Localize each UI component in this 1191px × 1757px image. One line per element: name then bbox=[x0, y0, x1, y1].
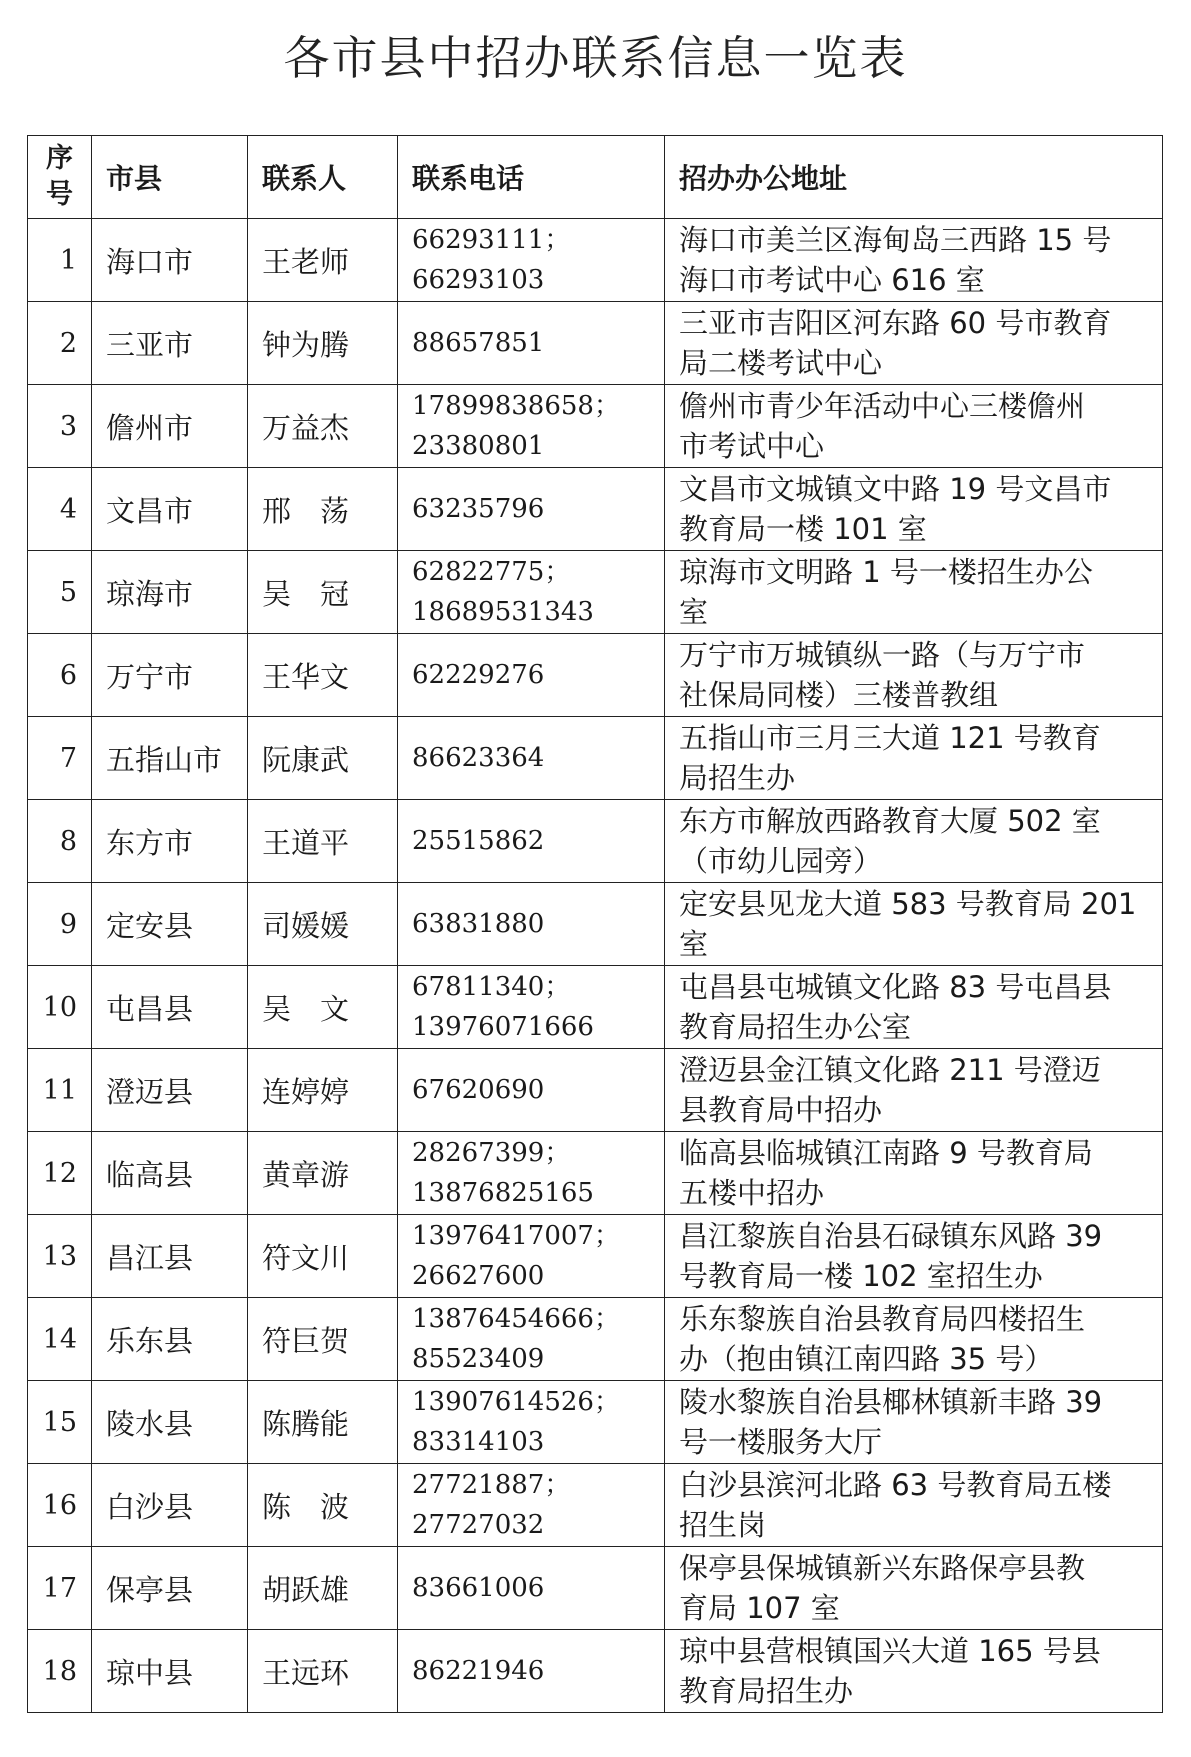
phone-number: 13976417007； bbox=[412, 1221, 620, 1251]
address-line: 三亚市吉阳区河东路 60 号市教育 bbox=[679, 306, 1112, 340]
city-cell: 儋州市 bbox=[92, 385, 248, 468]
row-number: 13 bbox=[28, 1215, 92, 1298]
address-cell bbox=[665, 1630, 1163, 1713]
contact-person-cell: 胡跃雄 bbox=[248, 1547, 398, 1630]
address-line: 琼海市文明路 1 号一楼招生办公 bbox=[679, 555, 1093, 589]
phone-cell bbox=[398, 1298, 665, 1381]
phone-number: 86623364 bbox=[412, 743, 545, 773]
contact-person-cell: 王老师 bbox=[248, 219, 398, 302]
phone-cell bbox=[398, 717, 665, 800]
contact-person-cell: 陈腾能 bbox=[248, 1381, 398, 1464]
phone-cell bbox=[398, 385, 665, 468]
row-number: 3 bbox=[28, 385, 92, 468]
phone-cell bbox=[398, 1464, 665, 1547]
address-line: 育局 107 室 bbox=[679, 1591, 840, 1625]
city-cell: 海口市 bbox=[92, 219, 248, 302]
table-row bbox=[28, 800, 1163, 883]
row-number: 6 bbox=[28, 634, 92, 717]
phone-number: 62229276 bbox=[412, 660, 545, 690]
address-line: 教育局一楼 101 室 bbox=[679, 512, 927, 546]
phone-cell bbox=[398, 966, 665, 1049]
phone-number: 27727032 bbox=[412, 1510, 545, 1540]
phone-cell bbox=[398, 634, 665, 717]
address-line: 海口市考试中心 616 室 bbox=[679, 263, 985, 297]
phone-number: 18689531343 bbox=[412, 597, 594, 627]
contact-person-cell: 吴 文 bbox=[248, 966, 398, 1049]
phone-number: 88657851 bbox=[412, 328, 545, 358]
row-number: 1 bbox=[28, 219, 92, 302]
city-cell: 文昌市 bbox=[92, 468, 248, 551]
phone-number: 86221946 bbox=[412, 1656, 545, 1686]
table-row bbox=[28, 1381, 1163, 1464]
row-number: 8 bbox=[28, 800, 92, 883]
address-cell bbox=[665, 1049, 1163, 1132]
address-line: 市考试中心 bbox=[679, 429, 825, 463]
address-line: 海口市美兰区海甸岛三西路 15 号 bbox=[679, 223, 1112, 257]
address-cell bbox=[665, 966, 1163, 1049]
address-line: 白沙县滨河北路 63 号教育局五楼 bbox=[679, 1468, 1112, 1502]
table-header-row bbox=[28, 136, 1163, 219]
address-line: 室 bbox=[679, 595, 709, 629]
phone-cell bbox=[398, 883, 665, 966]
city-cell: 澄迈县 bbox=[92, 1049, 248, 1132]
phone-number: 26627600 bbox=[412, 1261, 545, 1291]
contact-person-cell: 连婷婷 bbox=[248, 1049, 398, 1132]
row-number: 2 bbox=[28, 302, 92, 385]
table-row bbox=[28, 883, 1163, 966]
address-line: 保亭县保城镇新兴东路保亭县教 bbox=[679, 1551, 1086, 1585]
row-number: 10 bbox=[28, 966, 92, 1049]
address-cell bbox=[665, 219, 1163, 302]
phone-cell bbox=[398, 1049, 665, 1132]
address-line: 临高县临城镇江南路 9 号教育局 bbox=[679, 1136, 1093, 1170]
table-row bbox=[28, 551, 1163, 634]
city-cell: 东方市 bbox=[92, 800, 248, 883]
city-cell: 三亚市 bbox=[92, 302, 248, 385]
table-row bbox=[28, 717, 1163, 800]
address-line: 县教育局中招办 bbox=[679, 1093, 883, 1127]
phone-cell bbox=[398, 1215, 665, 1298]
header-phone: 联系电话 bbox=[398, 136, 665, 219]
header-no-line1: 序 bbox=[46, 143, 73, 174]
phone-number: 13876825165 bbox=[412, 1178, 594, 1208]
phone-number: 67620690 bbox=[412, 1075, 545, 1105]
address-line: 陵水黎族自治县椰林镇新丰路 39 bbox=[679, 1385, 1103, 1419]
table-row bbox=[28, 302, 1163, 385]
row-number: 17 bbox=[28, 1547, 92, 1630]
contacts-table bbox=[27, 135, 1163, 1713]
address-line: （市幼儿园旁） bbox=[679, 844, 883, 878]
address-line: 号教育局一楼 102 室招生办 bbox=[679, 1259, 1043, 1293]
address-cell bbox=[665, 1381, 1163, 1464]
city-cell: 昌江县 bbox=[92, 1215, 248, 1298]
city-cell: 保亭县 bbox=[92, 1547, 248, 1630]
address-cell bbox=[665, 1464, 1163, 1547]
contact-person-cell: 王道平 bbox=[248, 800, 398, 883]
contact-person-cell: 吴 冠 bbox=[248, 551, 398, 634]
address-cell bbox=[665, 302, 1163, 385]
address-cell bbox=[665, 1215, 1163, 1298]
address-line: 文昌市文城镇文中路 19 号文昌市 bbox=[679, 472, 1112, 506]
contact-person-cell: 钟为腾 bbox=[248, 302, 398, 385]
table-row bbox=[28, 1215, 1163, 1298]
row-number: 16 bbox=[28, 1464, 92, 1547]
header-contact: 联系人 bbox=[248, 136, 398, 219]
phone-number: 83314103 bbox=[412, 1427, 545, 1457]
row-number: 18 bbox=[28, 1630, 92, 1713]
row-number: 15 bbox=[28, 1381, 92, 1464]
table-row bbox=[28, 219, 1163, 302]
row-number: 7 bbox=[28, 717, 92, 800]
city-cell: 琼海市 bbox=[92, 551, 248, 634]
contact-person-cell: 邢 荡 bbox=[248, 468, 398, 551]
header-no bbox=[28, 136, 92, 219]
city-cell: 临高县 bbox=[92, 1132, 248, 1215]
row-number: 12 bbox=[28, 1132, 92, 1215]
phone-number: 17899838658； bbox=[412, 391, 620, 421]
phone-number: 28267399； bbox=[412, 1138, 571, 1168]
address-line: 教育局招生办 bbox=[679, 1674, 854, 1708]
table-row bbox=[28, 1547, 1163, 1630]
contact-person-cell: 王远环 bbox=[248, 1630, 398, 1713]
phone-number: 66293103 bbox=[412, 265, 545, 295]
address-line: 定安县见龙大道 583 号教育局 201 bbox=[679, 887, 1137, 921]
table-row bbox=[28, 966, 1163, 1049]
phone-number: 67811340； bbox=[412, 972, 571, 1002]
address-line: 五楼中招办 bbox=[679, 1176, 825, 1210]
phone-cell bbox=[398, 1630, 665, 1713]
city-cell: 五指山市 bbox=[92, 717, 248, 800]
phone-number: 13976071666 bbox=[412, 1012, 594, 1042]
address-cell bbox=[665, 1132, 1163, 1215]
phone-number: 23380801 bbox=[412, 431, 545, 461]
phone-number: 27721887； bbox=[412, 1470, 571, 1500]
address-line: 乐东黎族自治县教育局四楼招生 bbox=[679, 1302, 1086, 1336]
table-row bbox=[28, 468, 1163, 551]
city-cell: 白沙县 bbox=[92, 1464, 248, 1547]
row-number: 9 bbox=[28, 883, 92, 966]
phone-number: 63235796 bbox=[412, 494, 545, 524]
phone-cell bbox=[398, 1132, 665, 1215]
table-row bbox=[28, 1049, 1163, 1132]
phone-number: 13876454666； bbox=[412, 1304, 620, 1334]
phone-cell bbox=[398, 219, 665, 302]
contact-person-cell: 司媛媛 bbox=[248, 883, 398, 966]
phone-number: 25515862 bbox=[412, 826, 545, 856]
phone-cell bbox=[398, 1381, 665, 1464]
header-no-line2: 号 bbox=[46, 179, 73, 210]
address-cell bbox=[665, 385, 1163, 468]
city-cell: 乐东县 bbox=[92, 1298, 248, 1381]
phone-cell bbox=[398, 800, 665, 883]
phone-cell bbox=[398, 1547, 665, 1630]
address-cell bbox=[665, 883, 1163, 966]
address-line: 琼中县营根镇国兴大道 165 号县 bbox=[679, 1634, 1101, 1668]
contact-person-cell: 万益杰 bbox=[248, 385, 398, 468]
address-cell bbox=[665, 551, 1163, 634]
page-title: 各市县中招办联系信息一览表 bbox=[283, 31, 908, 85]
address-line: 局二楼考试中心 bbox=[679, 346, 883, 380]
address-line: 局招生办 bbox=[679, 761, 796, 795]
phone-number: 13907614526； bbox=[412, 1387, 620, 1417]
address-line: 室 bbox=[679, 927, 709, 961]
address-line: 万宁市万城镇纵一路（与万宁市 bbox=[679, 638, 1086, 672]
phone-number: 83661006 bbox=[412, 1573, 545, 1603]
city-cell: 琼中县 bbox=[92, 1630, 248, 1713]
contact-person-cell: 符文川 bbox=[248, 1215, 398, 1298]
table-row bbox=[28, 1132, 1163, 1215]
city-cell: 万宁市 bbox=[92, 634, 248, 717]
address-cell bbox=[665, 634, 1163, 717]
address-cell bbox=[665, 1547, 1163, 1630]
phone-number: 63831880 bbox=[412, 909, 545, 939]
row-number: 5 bbox=[28, 551, 92, 634]
city-cell: 陵水县 bbox=[92, 1381, 248, 1464]
address-line: 办（抱由镇江南四路 35 号） bbox=[679, 1342, 1054, 1376]
row-number: 11 bbox=[28, 1049, 92, 1132]
address-line: 五指山市三月三大道 121 号教育 bbox=[679, 721, 1101, 755]
row-number: 14 bbox=[28, 1298, 92, 1381]
contact-person-cell: 阮康武 bbox=[248, 717, 398, 800]
address-line: 号一楼服务大厅 bbox=[679, 1425, 883, 1459]
address-line: 昌江黎族自治县石碌镇东风路 39 bbox=[679, 1219, 1103, 1253]
address-line: 招生岗 bbox=[679, 1508, 767, 1542]
address-line: 东方市解放西路教育大厦 502 室 bbox=[679, 804, 1101, 838]
address-cell bbox=[665, 1298, 1163, 1381]
address-line: 屯昌县屯城镇文化路 83 号屯昌县 bbox=[679, 970, 1112, 1004]
address-line: 社保局同楼）三楼普教组 bbox=[679, 678, 999, 712]
phone-number: 62822775； bbox=[412, 557, 571, 587]
contact-person-cell: 黄章游 bbox=[248, 1132, 398, 1215]
contact-person-cell: 王华文 bbox=[248, 634, 398, 717]
phone-cell bbox=[398, 302, 665, 385]
phone-cell bbox=[398, 551, 665, 634]
city-cell: 定安县 bbox=[92, 883, 248, 966]
contact-person-cell: 符巨贺 bbox=[248, 1298, 398, 1381]
table-row bbox=[28, 1630, 1163, 1713]
address-cell bbox=[665, 468, 1163, 551]
table-row bbox=[28, 1464, 1163, 1547]
contact-person-cell: 陈 波 bbox=[248, 1464, 398, 1547]
table-row bbox=[28, 385, 1163, 468]
address-line: 澄迈县金江镇文化路 211 号澄迈 bbox=[679, 1053, 1101, 1087]
table-body bbox=[28, 219, 1163, 1713]
table-row bbox=[28, 634, 1163, 717]
city-cell: 屯昌县 bbox=[92, 966, 248, 1049]
row-number: 4 bbox=[28, 468, 92, 551]
address-cell bbox=[665, 717, 1163, 800]
address-line: 儋州市青少年活动中心三楼儋州 bbox=[679, 389, 1086, 423]
phone-number: 85523409 bbox=[412, 1344, 545, 1374]
header-city: 市县 bbox=[92, 136, 248, 219]
address-cell bbox=[665, 800, 1163, 883]
address-line: 教育局招生办公室 bbox=[679, 1010, 912, 1044]
phone-number: 66293111； bbox=[412, 225, 571, 255]
table-row bbox=[28, 1298, 1163, 1381]
phone-cell bbox=[398, 468, 665, 551]
header-address: 招办办公地址 bbox=[665, 136, 1163, 219]
